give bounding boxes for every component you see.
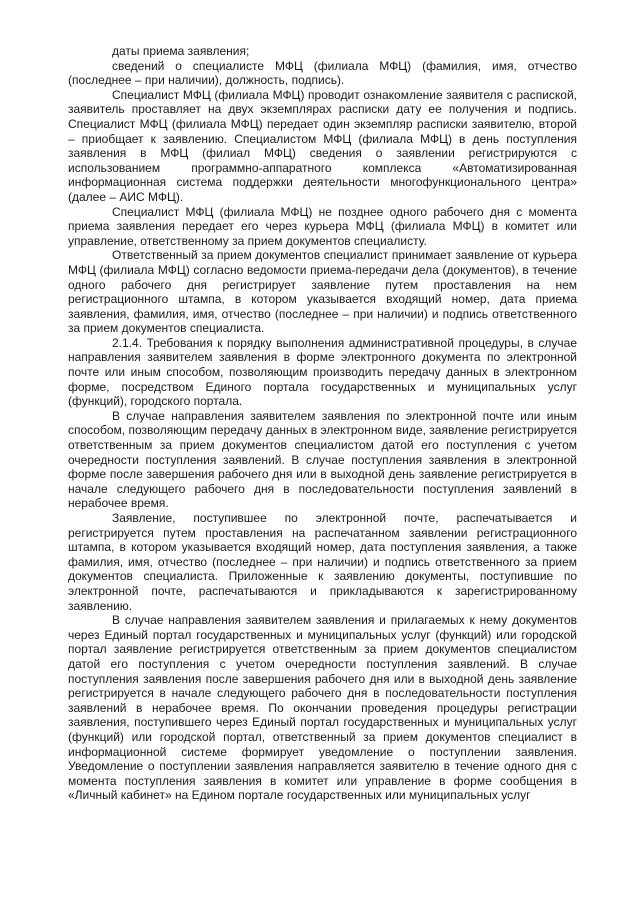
paragraph-6: 2.1.4. Требования к порядку выполнения административной процедуры, в случае направления заявителем заявления в форме электронного документа по электронной почте или иным способом, позволяющим производить передачу данных в электронном форме, посредством Единого портала государственных и муниципальных услуг (функций), городского портала.	[68, 335, 577, 409]
document-page	[68, 44, 577, 803]
paragraph-3: Специалист МФЦ (филиала МФЦ) проводит ознакомление заявителя с распиской, заявитель проставляет на двух экземплярах расписки дату ее получения и подпись. Специалист МФЦ (филиала МФЦ) передает один экземпляр расписки заявителю, второй – приобщает к заявлению. Специалистом МФЦ (филиала МФЦ) в день поступления заявления в МФЦ (филиал МФЦ) сведения о заявлении регистрируются с использованием программно-аппаратного комплекса «Автоматизированная информационная система поддержки деятельности многофункционального центра» (далее – АИС МФЦ).	[68, 87, 577, 204]
paragraph-2: сведений о специалисте МФЦ (филиала МФЦ) (фамилия, имя, отчество (последнее – при наличии), должность, подпись).	[68, 58, 577, 88]
paragraph-7: В случае направления заявителем заявления по электронной почте или иным способом, позволяющим передачу данных в электронном виде, заявление регистрируется ответственным за прием документов специалистом датой его поступления с учетом очередности поступления заявлений. В случае поступления заявления в электронной форме после завершения рабочего дня или в выходной день заявление регистрируется в начале следующего рабочего дня в последовательности поступления заявлений в нерабочее время.	[68, 408, 577, 511]
paragraph-4: Специалист МФЦ (филиала МФЦ) не позднее одного рабочего дня с момента приема заявления передает его через курьера МФЦ (филиала МФЦ) в комитет или управление, ответственному за прием документов специалисту.	[68, 204, 577, 248]
paragraph-5: Ответственный за прием документов специалист принимает заявление от курьера МФЦ (филиала МФЦ) согласно ведомости приема-передачи дела (документов), в течение одного рабочего дня регистрирует заявление путем проставления на нем регистрационного штампа, в котором указывается входящий номер, дата приема заявления, фамилия, имя, отчество (последнее – при наличии) и подпись ответственного за прием документов специалиста.	[68, 248, 577, 336]
paragraph-9: В случае направления заявителем заявления и прилагаемых к нему документов через Единый портал государственных и муниципальных услуг (функций) или городской портал заявление регистрируется ответственным за прием документов специалистом датой его поступления с учетом очередности поступления заявлений. В случае поступления заявления после завершения рабочего дня или в выходной день заявление регистрируется в начале следующего рабочего дня в последовательности поступления заявлений в нерабочее время. По окончании проведения процедуры регистрации заявления, поступившего через Единый портал государственных и муниципальных услуг (функций) или городской портал, ответственный за прием документов специалист в информационной системе формирует уведомление о поступлении заявления. Уведомление о поступлении заявления направляется заявителю в течение одного дня с момента поступления заявления в комитет или управление в форме сообщения в «Личный кабинет» на Едином портале государственных или муниципальных услуг	[68, 613, 577, 803]
paragraph-1: даты приема заявления;	[112, 44, 250, 58]
paragraph-8: Заявление, поступившее по электронной почте, распечатывается и регистрируется путем проставления на распечатанном заявлении регистрационного штампа, в котором указывается входящий номер, дата поступления заявления, а также фамилия, имя, отчество (последнее – при наличии) и подпись ответственного за прием документов специалиста. Приложенные к заявлению документы, поступившие по электронной почте, распечатываются и прикладываются к зарегистрированному заявлению.	[68, 511, 577, 613]
